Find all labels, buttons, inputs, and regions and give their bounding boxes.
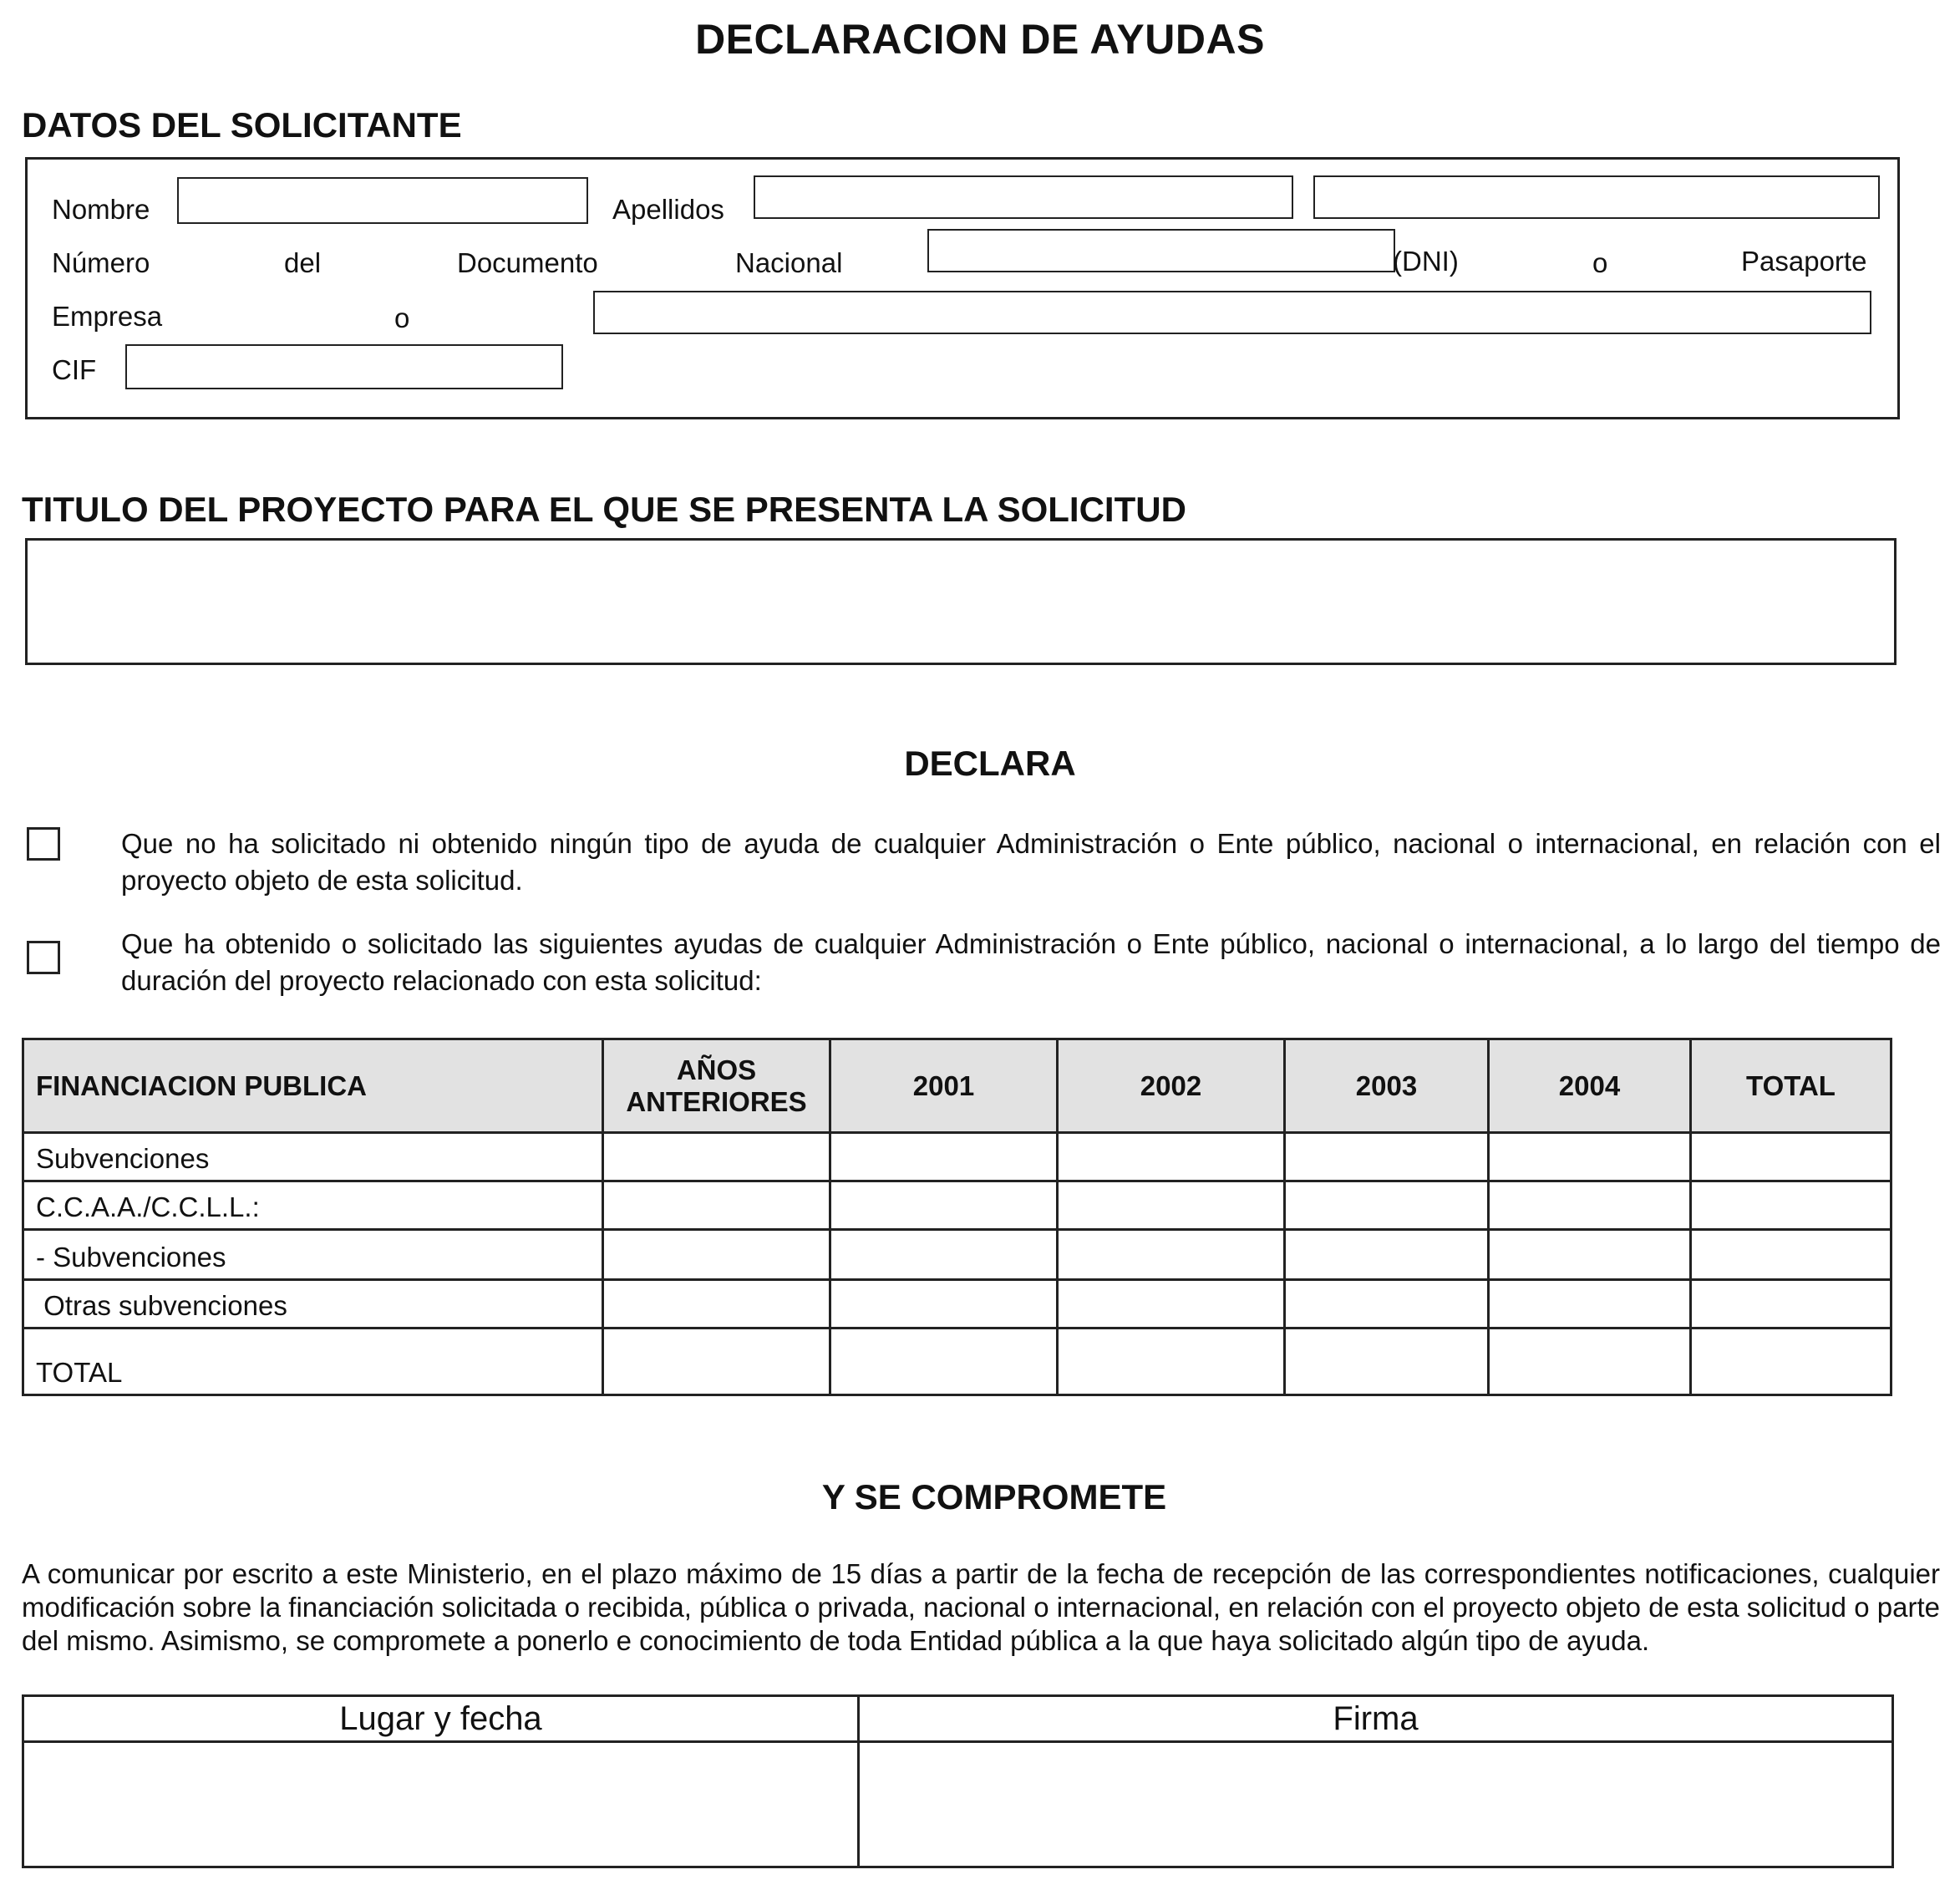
document-label-word-1: Número [52, 247, 150, 278]
signature-table [22, 1694, 1894, 1868]
cif-label: CIF [52, 354, 97, 385]
project-heading: TITULO DEL PROYECTO PARA EL QUE SE PRESENTA LA SOLICITUD [22, 490, 1186, 529]
page-title: DECLARACION DE AYUDAS [695, 16, 1265, 63]
aid-obtained-checkbox[interactable] [27, 941, 60, 974]
empresa-or: o [394, 302, 410, 333]
table-cell[interactable] [1058, 1133, 1285, 1181]
row-label: C.C.A.A./C.C.L.L.: [23, 1181, 603, 1230]
table-cell[interactable] [1691, 1328, 1891, 1395]
declara-heading: DECLARA [904, 744, 1076, 783]
table-cell[interactable] [830, 1280, 1058, 1328]
table-cell[interactable] [603, 1328, 830, 1395]
table-cell[interactable] [830, 1133, 1058, 1181]
lugar-fecha-field[interactable] [23, 1742, 859, 1867]
header-2003: 2003 [1285, 1039, 1489, 1133]
empresa-label: Empresa [52, 301, 163, 332]
table-cell[interactable] [830, 1181, 1058, 1230]
table-cell[interactable] [1691, 1280, 1891, 1328]
table-cell[interactable] [603, 1133, 830, 1181]
header-financiacion: FINANCIACION PUBLICA [23, 1039, 603, 1133]
header-total: TOTAL [1691, 1039, 1891, 1133]
table-cell[interactable] [1285, 1280, 1489, 1328]
table-row-total [23, 1328, 1891, 1395]
table-cell[interactable] [1285, 1133, 1489, 1181]
header-2004: 2004 [1489, 1039, 1691, 1133]
row-label: TOTAL [23, 1328, 603, 1395]
row-label: - Subvenciones [23, 1230, 603, 1280]
table-cell[interactable] [1285, 1230, 1489, 1280]
table-cell[interactable] [603, 1230, 830, 1280]
compromete-text: A comunicar por escrito a este Ministerio, en el plazo máximo de 15 días a partir de la fecha de recepción de las correspondientes notificaciones, cualquier modificación sobre la financiación solicitada o recibida, pública o privada, nacional o internacional, en relación con el proyecto objeto de esta solicitud o parte del mismo. Asimismo, se compromete a ponerlo e conocimiento de toda Entidad pública a la que haya solicitado algún tipo de ayuda. [22, 1558, 1940, 1656]
pasaporte-label: Pasaporte [1741, 246, 1867, 277]
table-cell[interactable] [1058, 1328, 1285, 1395]
aid-obtained-text: Que ha obtenido o solicitado las siguientes ayudas de cualquier Administración o Ente público, nacional o internacional, a lo largo del tiempo de duración del proyecto relacionado con esta solicitud: [121, 928, 1941, 996]
table-row [23, 1133, 1891, 1181]
compromete-heading: Y SE COMPROMETE [821, 1477, 1167, 1516]
table-cell[interactable] [1058, 1280, 1285, 1328]
apellido-1-field[interactable] [754, 175, 1293, 219]
table-cell[interactable] [1691, 1181, 1891, 1230]
applicant-heading: DATOS DEL SOLICITANTE [22, 105, 462, 145]
row-label: Otras subvenciones [23, 1280, 603, 1328]
table-cell[interactable] [1691, 1230, 1891, 1280]
firma-field[interactable] [859, 1742, 1893, 1867]
dni-label: (DNI) [1393, 246, 1459, 277]
table-cell[interactable] [1058, 1181, 1285, 1230]
no-aid-text: Que no ha solicitado ni obtenido ningún tipo de ayuda de cualquier Administración o Ente público, nacional o internacional, en relación con el proyecto objeto de esta solicitud. [121, 828, 1941, 896]
document-label-word-2: del [284, 247, 322, 278]
nombre-label: Nombre [52, 194, 150, 225]
table-cell[interactable] [603, 1181, 830, 1230]
funding-header-row [23, 1039, 1891, 1133]
table-cell[interactable] [1489, 1328, 1691, 1395]
table-cell[interactable] [1691, 1133, 1891, 1181]
cif-field[interactable] [125, 344, 563, 389]
table-cell[interactable] [1058, 1230, 1285, 1280]
empresa-field[interactable] [593, 291, 1871, 334]
firma-label: Firma [859, 1696, 1893, 1742]
project-title-field[interactable] [25, 538, 1897, 665]
header-2002: 2002 [1058, 1039, 1285, 1133]
table-row [23, 1280, 1891, 1328]
document-label-word-3: Documento [457, 247, 598, 278]
funding-table [22, 1038, 1892, 1396]
table-cell[interactable] [1489, 1181, 1691, 1230]
table-cell[interactable] [603, 1280, 830, 1328]
lugar-fecha-label: Lugar y fecha [23, 1696, 859, 1742]
row-label: Subvenciones [23, 1133, 603, 1181]
table-cell[interactable] [1285, 1328, 1489, 1395]
header-anos-anteriores: AÑOS ANTERIORES [603, 1039, 830, 1133]
header-2001: 2001 [830, 1039, 1058, 1133]
table-row [23, 1230, 1891, 1280]
dni-field[interactable] [927, 229, 1395, 272]
table-cell[interactable] [1489, 1230, 1691, 1280]
document-label-word-4: Nacional [735, 247, 843, 278]
table-cell[interactable] [1489, 1133, 1691, 1181]
table-cell[interactable] [830, 1328, 1058, 1395]
table-cell[interactable] [1285, 1181, 1489, 1230]
table-row [23, 1181, 1891, 1230]
apellidos-label: Apellidos [612, 194, 724, 225]
nombre-field[interactable] [177, 177, 588, 224]
no-aid-checkbox[interactable] [27, 827, 60, 861]
document-label-or: o [1592, 247, 1608, 278]
apellido-2-field[interactable] [1313, 175, 1880, 219]
table-cell[interactable] [830, 1230, 1058, 1280]
table-cell[interactable] [1489, 1280, 1691, 1328]
